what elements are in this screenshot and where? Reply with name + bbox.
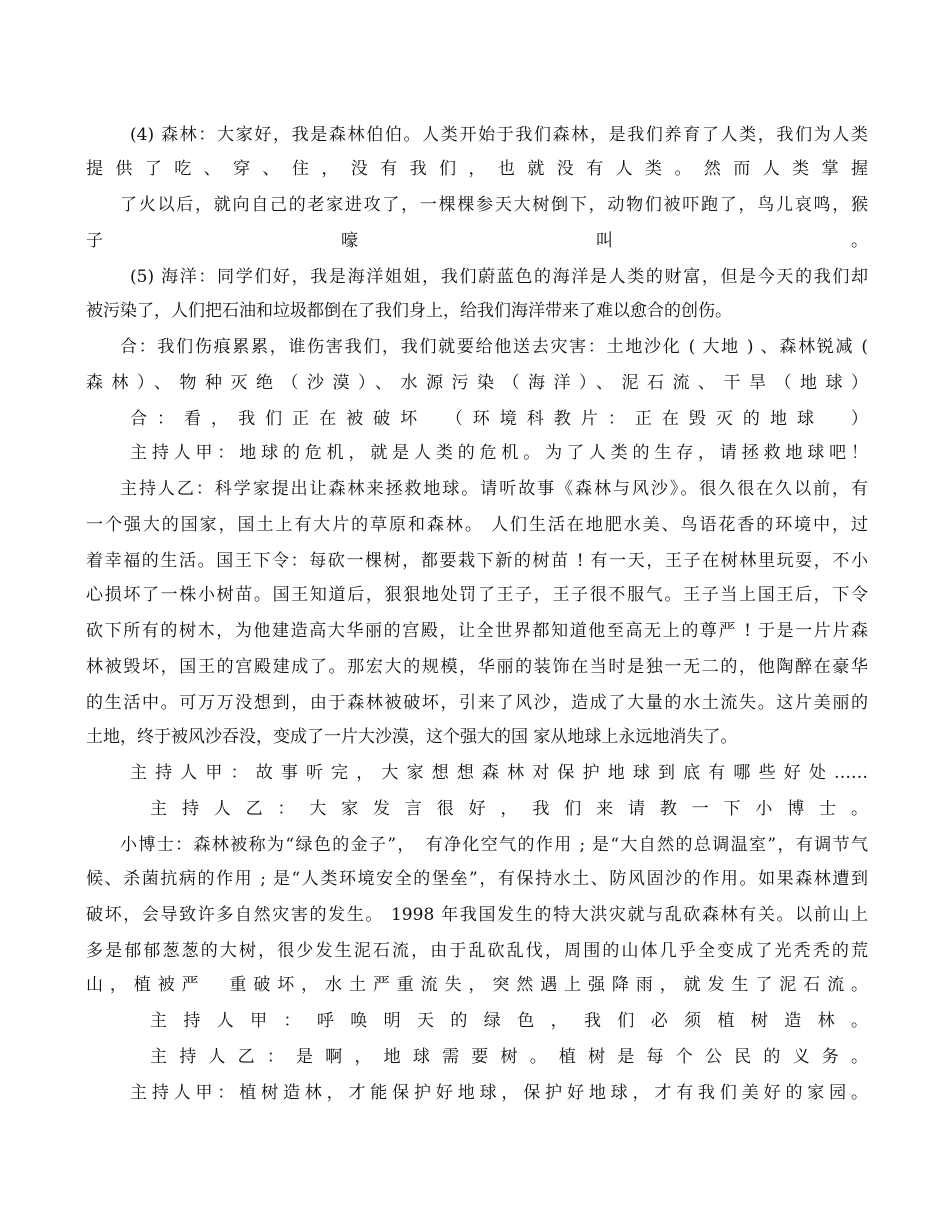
paragraph-line: 林被毁坏，国王的宫殿建成了。那宏大的规模，华丽的装饰在当时是独一无二的，他陶醉在豪华	[86, 657, 868, 677]
paragraph-line: (5) 海洋：同学们好，我是海洋姐姐，我们蔚蓝色的海洋是人类的财富，但是今天的我们却	[130, 267, 868, 287]
paragraph-line: 破坏，会导致许多自然灾害的发生。 1998 年我国发生的特大洪灾就与乱砍森林有关。以前山上	[86, 905, 868, 925]
paragraph-line: 主持人甲：呼唤明天的绿色，我们必须植树造林。	[150, 1011, 868, 1031]
paragraph-line: 提供了吃、穿、住，没有我们，也就没有人类。然而人类掌握	[86, 159, 868, 179]
paragraph-line: 多是郁郁葱葱的大树，很少发生泥石流，由于乱砍乱伐，周围的山体几乎全变成了光秃秃的荒	[86, 941, 868, 961]
paragraph-line: 了火以后，就向自己的老家进攻了，一棵棵参天大树倒下，动物们被吓跑了，鸟儿哀鸣，猴	[120, 195, 868, 215]
paragraph-line: 子 嚎 叫 。	[86, 231, 868, 251]
paragraph-line: 候、杀菌抗病的作用 ; 是“人类环境安全的堡垒”，有保持水土、防风固沙的作用。如果森林遭到	[86, 869, 868, 889]
paragraph-line: 森林）、物种灭绝（沙漠）、水源污染（海洋）、泥石流、干旱（地球）	[86, 373, 868, 393]
paragraph-line: 主持人甲：地球的危机，就是人类的危机。为了人类的生存，请拯救地球吧！	[130, 443, 868, 463]
paragraph-line: 小博士：森林被称为“绿色的金子”， 有净化空气的作用 ; 是“大自然的总调温室”，有调节气	[120, 835, 868, 855]
paragraph-line: 主持人甲：故事听完，大家想想森林对保护地球到底有哪些好处……	[130, 763, 868, 783]
paragraph-line: 被污染了，人们把石油和垃圾都倒在了我们身上，给我们海洋带来了难以愈合的创伤。	[86, 301, 732, 321]
paragraph-line: 一个强大的国家，国土上有大片的草原和森林。 人们生活在地肥水美、鸟语花香的环境中，过	[86, 515, 868, 535]
paragraph-line: 主持人乙：大家发言很好，我们来请教一下小博士。	[150, 799, 868, 819]
paragraph-line: 主持人甲：植树造林，才能保护好地球，保护好地球，才有我们美好的家园。	[130, 1083, 868, 1103]
paragraph-line: 合：我们伤痕累累，谁伤害我们，我们就要给他送去灾害：土地沙化 ( 大地 ) 、森林锐减 (	[120, 337, 868, 357]
paragraph-line: 的生活中。可万万没想到，由于森林被破坏，引来了风沙，造成了大量的水土流失。这片美丽的	[86, 693, 868, 713]
paragraph-line: 土地，终于被风沙吞没，变成了一片大沙漠，这个强大的国 家从地球上永远地消失了。	[86, 727, 738, 747]
paragraph-line: 主持人乙：是啊，地球需要树。植树是每个公民的义务。	[150, 1047, 868, 1067]
paragraph-line: 砍下所有的树木，为他建造高大华丽的宫殿，让全世界都知道他至高无上的尊严 ! 于是一片片森	[86, 621, 868, 641]
paragraph-line: (4) 森林：大家好，我是森林伯伯。人类开始于我们森林，是我们养育了人类，我们为人类	[130, 125, 868, 145]
paragraph-line: 心损坏了一株小树苗。国王知道后，狠狠地处罚了王子，王子很不服气。王子当上国王后，下令	[86, 585, 868, 605]
paragraph-line: 着幸福的生活。国王下令：每砍一棵树，都要栽下新的树苗 ! 有一天，王子在树林里玩耍，不小	[86, 551, 868, 571]
paragraph-line: 山，植被严 重破坏，水土严重流失，突然遇上强降雨，就发生了泥石流。	[86, 975, 868, 995]
paragraph-line: 合：看，我们正在被破坏 （环境科教片：正在毁灭的地球 ）	[130, 409, 868, 429]
paragraph-line: 主持人乙：科学家提出让森林来拯救地球。请听故事《森林与风沙》。很久很在久以前，有	[120, 479, 868, 499]
